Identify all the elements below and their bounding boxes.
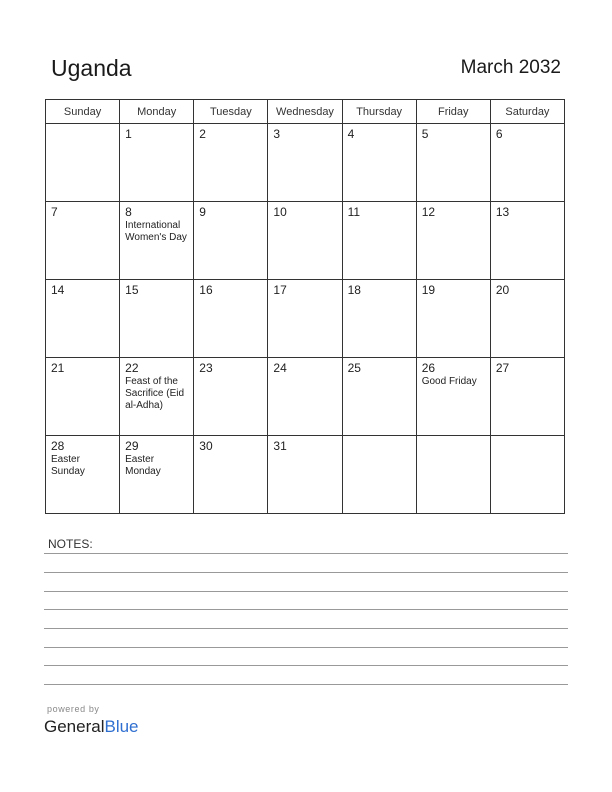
weekday-header: Tuesday [194,100,268,124]
day-cell [342,358,416,436]
logo-general: General [44,717,105,736]
week-row [46,124,565,202]
day-number: 10 [273,205,287,219]
day-number: 21 [51,361,65,375]
day-number: 24 [273,361,287,375]
day-cell [194,358,268,436]
day-number: 12 [421,205,436,219]
day-number: 19 [421,283,436,297]
day-cell [120,202,194,280]
day-cell [268,280,342,358]
day-cell [194,202,268,280]
day-cell [416,358,490,436]
day-number: 16 [199,283,213,297]
weekday-header-row [46,100,565,124]
powered-by-text: powered by [47,704,100,714]
note-line [44,684,568,685]
day-cell [268,358,342,436]
week-row [46,436,565,514]
day-cell [342,436,416,514]
weekday-header: Friday [416,100,490,124]
week-row [46,202,565,280]
day-number: 7 [51,205,58,219]
day-cell [194,436,268,514]
holiday-label: Good Friday [421,376,477,387]
day-cell [490,436,564,514]
day-cell [490,124,564,202]
weekday-header: Saturday [490,100,564,124]
day-number: 26 [421,361,436,375]
day-cell [416,202,490,280]
day-number: 5 [421,127,429,141]
day-number: 25 [347,361,361,375]
day-number: 15 [125,283,139,297]
day-cell [416,124,490,202]
day-cell [490,280,564,358]
day-number: 22 [125,361,139,375]
day-number: 1 [125,127,132,141]
weekday-header: Monday [120,100,194,124]
country-title: Uganda [51,55,132,81]
day-cell [46,202,120,280]
day-cell [46,124,120,202]
day-cell [490,358,564,436]
day-number: 2 [199,127,206,141]
weekday-header: Sunday [46,100,120,124]
note-line [44,647,568,648]
day-number: 6 [495,127,503,141]
day-cell [194,280,268,358]
note-line [44,609,568,610]
day-number: 17 [273,283,287,297]
calendar-grid [45,99,565,514]
day-cell [268,202,342,280]
day-cell [194,124,268,202]
day-number: 9 [199,205,206,219]
note-line [44,572,568,573]
day-number: 23 [199,361,213,375]
logo-blue: Blue [104,717,139,736]
month-year-title: March 2032 [460,57,561,78]
day-number: 11 [347,205,361,219]
weekday-header: Wednesday [268,100,342,124]
day-cell [120,436,194,514]
holiday-label: Feast of the Sacrifice (Eid al-Adha) [125,376,185,411]
note-line [44,628,568,629]
week-row [46,358,565,436]
day-cell [46,358,120,436]
day-cell [416,436,490,514]
day-number: 3 [273,127,281,141]
holiday-label: International Women's Day [125,220,187,243]
day-cell [120,280,194,358]
week-row [46,280,565,358]
generalblue-logo [44,717,139,737]
day-cell [46,436,120,514]
day-cell [416,280,490,358]
weekday-header: Thursday [342,100,416,124]
notes-label: NOTES: [48,537,93,551]
day-cell [342,124,416,202]
day-number: 8 [125,205,132,219]
note-line [44,591,568,592]
day-number: 27 [495,361,510,375]
day-number: 13 [495,205,510,219]
day-number: 14 [51,283,65,297]
day-number: 18 [347,283,361,297]
day-cell [490,202,564,280]
note-line [44,665,568,666]
day-cell [268,124,342,202]
day-number: 31 [273,439,287,453]
day-number: 28 [51,439,65,453]
day-cell [342,280,416,358]
day-number: 30 [199,439,213,453]
day-cell [342,202,416,280]
day-cell [268,436,342,514]
holiday-label: Easter Monday [125,454,161,477]
day-number: 29 [125,439,139,453]
day-number: 20 [495,283,510,297]
day-number: 4 [347,127,355,141]
day-cell [120,358,194,436]
holiday-label: Easter Sunday [51,454,85,477]
note-line [44,553,568,554]
day-cell [120,124,194,202]
day-cell [46,280,120,358]
